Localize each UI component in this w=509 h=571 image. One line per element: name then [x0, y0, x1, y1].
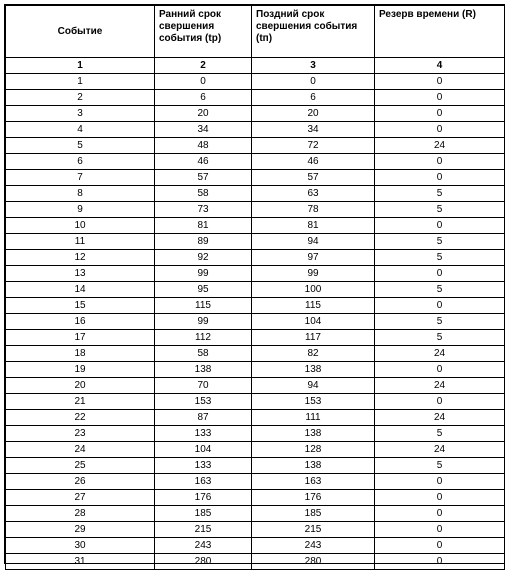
cell-early-time: 89 [155, 234, 252, 250]
cell-event: 28 [6, 506, 155, 522]
cell-event: 30 [6, 538, 155, 554]
cell-event: 20 [6, 378, 155, 394]
cell-event: 13 [6, 266, 155, 282]
cell-late-time: 185 [252, 506, 375, 522]
cell-event: 5 [6, 138, 155, 154]
table-row [6, 554, 505, 570]
cell-late-time: 115 [252, 298, 375, 314]
cell-late-time: 81 [252, 218, 375, 234]
table-row [6, 426, 505, 442]
table-header-row [6, 6, 505, 58]
table-row [6, 346, 505, 362]
cell-event: 9 [6, 202, 155, 218]
cell-reserve: 0 [375, 394, 505, 410]
cell-reserve: 0 [375, 170, 505, 186]
cell-early-time: 73 [155, 202, 252, 218]
table-row [6, 282, 505, 298]
cell-event: 4 [6, 122, 155, 138]
cell-reserve: 0 [375, 490, 505, 506]
cell-event: 31 [6, 554, 155, 570]
cell-reserve: 0 [375, 106, 505, 122]
table-row [6, 250, 505, 266]
table-row [6, 106, 505, 122]
cell-reserve: 0 [375, 522, 505, 538]
cell-event: 29 [6, 522, 155, 538]
cell-early-time: 70 [155, 378, 252, 394]
cell-reserve: 5 [375, 250, 505, 266]
cell-early-time: 112 [155, 330, 252, 346]
cell-reserve: 24 [375, 378, 505, 394]
cell-late-time: 100 [252, 282, 375, 298]
cell-late-time: 97 [252, 250, 375, 266]
table-row [6, 458, 505, 474]
cell-event: 25 [6, 458, 155, 474]
cell-late-time: 6 [252, 90, 375, 106]
table-row [6, 138, 505, 154]
cell-reserve: 0 [375, 122, 505, 138]
cell-event: 2 [6, 90, 155, 106]
cell-late-time: 78 [252, 202, 375, 218]
header-late-time: Поздний срок свершения события (tп) [252, 6, 375, 58]
cell-early-time: 185 [155, 506, 252, 522]
cell-late-time: 111 [252, 410, 375, 426]
cell-reserve: 24 [375, 442, 505, 458]
cell-late-time: 280 [252, 554, 375, 570]
cell-event: 21 [6, 394, 155, 410]
column-number-row [6, 58, 505, 74]
cell-early-time: 133 [155, 458, 252, 474]
cell-event: 16 [6, 314, 155, 330]
cell-event: 26 [6, 474, 155, 490]
table-row [6, 378, 505, 394]
cell-reserve: 5 [375, 458, 505, 474]
table-row [6, 394, 505, 410]
header-early-time: Ранний срок свершения события (tр) [155, 6, 252, 58]
column-number: 4 [375, 58, 505, 74]
cell-reserve: 5 [375, 282, 505, 298]
table-row [6, 186, 505, 202]
cell-late-time: 0 [252, 74, 375, 90]
cell-reserve: 5 [375, 314, 505, 330]
cell-early-time: 87 [155, 410, 252, 426]
cell-late-time: 94 [252, 378, 375, 394]
cell-early-time: 176 [155, 490, 252, 506]
cell-reserve: 24 [375, 138, 505, 154]
cell-event: 14 [6, 282, 155, 298]
table-row [6, 74, 505, 90]
cell-early-time: 58 [155, 186, 252, 202]
table-row [6, 410, 505, 426]
cell-early-time: 99 [155, 314, 252, 330]
cell-reserve: 0 [375, 90, 505, 106]
cell-reserve: 24 [375, 346, 505, 362]
cell-early-time: 81 [155, 218, 252, 234]
table-row [6, 330, 505, 346]
cell-early-time: 48 [155, 138, 252, 154]
cell-event: 8 [6, 186, 155, 202]
cell-late-time: 138 [252, 362, 375, 378]
cell-reserve: 5 [375, 202, 505, 218]
cell-late-time: 99 [252, 266, 375, 282]
column-number: 1 [6, 58, 155, 74]
cell-event: 11 [6, 234, 155, 250]
cell-event: 18 [6, 346, 155, 362]
table-row [6, 90, 505, 106]
cell-early-time: 280 [155, 554, 252, 570]
cell-event: 15 [6, 298, 155, 314]
table-row [6, 170, 505, 186]
table-row [6, 202, 505, 218]
table-row [6, 362, 505, 378]
cell-early-time: 20 [155, 106, 252, 122]
cell-reserve: 0 [375, 218, 505, 234]
cell-late-time: 128 [252, 442, 375, 458]
cell-reserve: 0 [375, 538, 505, 554]
cell-early-time: 99 [155, 266, 252, 282]
table-row [6, 122, 505, 138]
cell-late-time: 117 [252, 330, 375, 346]
table-row [6, 154, 505, 170]
table-row [6, 474, 505, 490]
table-row [6, 266, 505, 282]
cell-late-time: 34 [252, 122, 375, 138]
cell-late-time: 153 [252, 394, 375, 410]
cell-early-time: 153 [155, 394, 252, 410]
events-table [5, 5, 505, 570]
header-reserve: Резерв времени (R) [375, 6, 505, 58]
cell-early-time: 58 [155, 346, 252, 362]
cell-event: 10 [6, 218, 155, 234]
table-row [6, 538, 505, 554]
table-row [6, 314, 505, 330]
table-row [6, 234, 505, 250]
cell-late-time: 57 [252, 170, 375, 186]
table-row [6, 218, 505, 234]
cell-early-time: 6 [155, 90, 252, 106]
table-row [6, 522, 505, 538]
column-number: 2 [155, 58, 252, 74]
cell-early-time: 92 [155, 250, 252, 266]
cell-early-time: 104 [155, 442, 252, 458]
cell-late-time: 176 [252, 490, 375, 506]
cell-event: 23 [6, 426, 155, 442]
cell-reserve: 0 [375, 74, 505, 90]
cell-reserve: 5 [375, 426, 505, 442]
cell-event: 3 [6, 106, 155, 122]
cell-early-time: 138 [155, 362, 252, 378]
cell-early-time: 215 [155, 522, 252, 538]
cell-late-time: 138 [252, 426, 375, 442]
table-body [6, 58, 505, 570]
cell-reserve: 5 [375, 186, 505, 202]
cell-event: 1 [6, 74, 155, 90]
cell-early-time: 115 [155, 298, 252, 314]
cell-event: 24 [6, 442, 155, 458]
cell-reserve: 5 [375, 234, 505, 250]
cell-early-time: 243 [155, 538, 252, 554]
cell-reserve: 24 [375, 410, 505, 426]
cell-event: 19 [6, 362, 155, 378]
cell-late-time: 82 [252, 346, 375, 362]
cell-early-time: 46 [155, 154, 252, 170]
cell-late-time: 94 [252, 234, 375, 250]
events-table-container [4, 4, 505, 567]
cell-late-time: 138 [252, 458, 375, 474]
cell-reserve: 0 [375, 266, 505, 282]
cell-late-time: 20 [252, 106, 375, 122]
cell-reserve: 0 [375, 362, 505, 378]
cell-event: 6 [6, 154, 155, 170]
cell-late-time: 72 [252, 138, 375, 154]
cell-late-time: 163 [252, 474, 375, 490]
cell-reserve: 0 [375, 298, 505, 314]
cell-early-time: 163 [155, 474, 252, 490]
cell-reserve: 0 [375, 506, 505, 522]
cell-event: 7 [6, 170, 155, 186]
table-row [6, 298, 505, 314]
cell-reserve: 0 [375, 554, 505, 570]
cell-early-time: 0 [155, 74, 252, 90]
column-number: 3 [252, 58, 375, 74]
cell-reserve: 0 [375, 154, 505, 170]
cell-early-time: 57 [155, 170, 252, 186]
cell-late-time: 63 [252, 186, 375, 202]
cell-event: 17 [6, 330, 155, 346]
table-row [6, 506, 505, 522]
table-row [6, 490, 505, 506]
cell-event: 12 [6, 250, 155, 266]
cell-early-time: 34 [155, 122, 252, 138]
cell-late-time: 215 [252, 522, 375, 538]
cell-reserve: 0 [375, 474, 505, 490]
table-row [6, 442, 505, 458]
cell-early-time: 133 [155, 426, 252, 442]
cell-event: 22 [6, 410, 155, 426]
cell-event: 27 [6, 490, 155, 506]
cell-late-time: 104 [252, 314, 375, 330]
header-event: Событие [6, 6, 155, 58]
cell-late-time: 243 [252, 538, 375, 554]
cell-reserve: 5 [375, 330, 505, 346]
cell-early-time: 95 [155, 282, 252, 298]
cell-late-time: 46 [252, 154, 375, 170]
